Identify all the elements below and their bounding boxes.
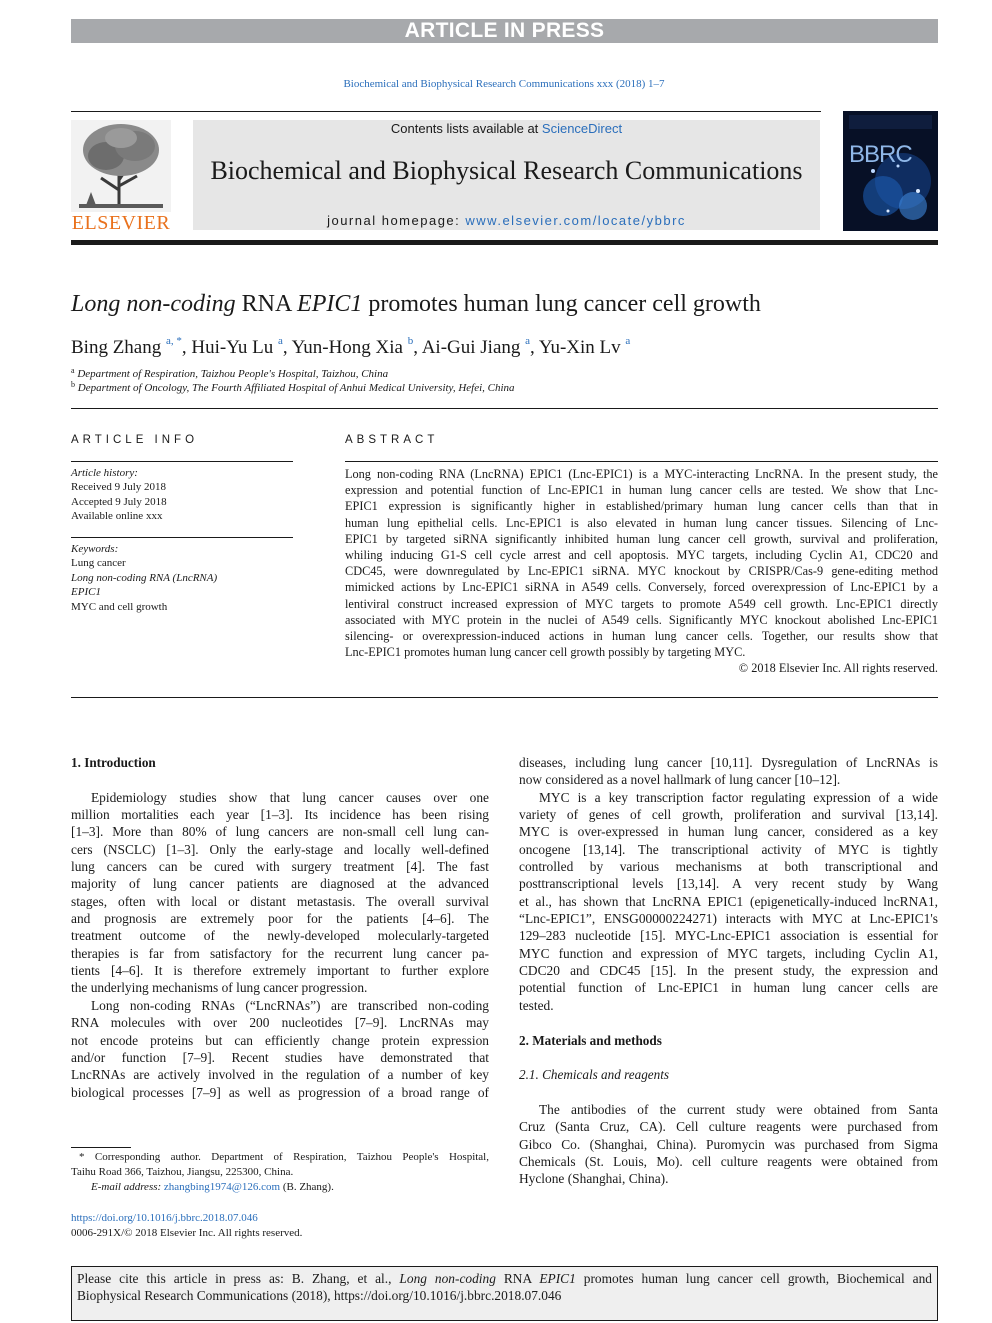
title-italic-1: Long non-coding	[71, 291, 236, 317]
keywords-label: Keywords:	[71, 543, 119, 555]
author-name: , Hui-Yu Lu	[181, 337, 278, 358]
keyword: Long non-coding RNA (LncRNA)	[71, 571, 218, 584]
cite-suffix: promotes human lung cancer cell growth, Biochemical and	[575, 1271, 933, 1286]
body-text-line: The antibodies of the current study were obtained from Santa	[539, 1101, 938, 1117]
email-line	[71, 1180, 489, 1195]
abstract-copyright: © 2018 Elsevier Inc. All rights reserved.	[738, 661, 938, 676]
cite-italic-2: EPIC1	[539, 1271, 576, 1286]
body-text-line: Epidemiology studies show that lung cancer causes over one	[91, 789, 489, 805]
body-text-line: not encode proteins but can efficiently change protein expression	[71, 1032, 489, 1048]
body-text-line: oncogene [13,14]. The transcriptional activity of MYC is tightly	[519, 841, 938, 857]
body-text-line: majority of lung cancer patients are diagnosed at the advanced	[71, 876, 489, 892]
footnote-rule	[71, 1147, 131, 1148]
affiliation-mark: a	[71, 366, 75, 375]
abstract-line: Long non-coding RNA (LncRNA) EPIC1 (Lnc-EPIC1) is a MYC-interacting LncRNA. In the present study, the	[345, 467, 938, 481]
author-affiliation-mark[interactable]: b	[407, 335, 414, 347]
front-matter-end-rule	[71, 697, 938, 698]
body-text-line: MYC is over-expressed in human lung cancer, considered as a key	[519, 824, 938, 840]
author-name: , Yu-Xin Lv	[530, 337, 626, 358]
subsection-heading: 2.1. Chemicals and reagents	[519, 1067, 670, 1083]
body-text-line: tested.	[519, 997, 554, 1013]
body-text-line: stages, often with local or distant metastasis. The overall survival	[71, 893, 489, 909]
author-affiliation-mark[interactable]: a	[625, 335, 631, 347]
header-thick-rule	[71, 240, 938, 245]
journal-header-box	[193, 120, 820, 230]
cite-italic-1: Long non-coding	[399, 1271, 496, 1286]
footnote-line: Taihu Road 366, Taizhou, Jiangsu, 225300, China.	[71, 1166, 294, 1178]
journal-reference-link[interactable]: Biochemical and Biophysical Research Communications xxx (2018) 1–7	[343, 78, 665, 90]
article-info-heading: ARTICLE INFO	[71, 434, 199, 446]
body-text-line: et al., has shown that LncRNA EPIC1 (epigenetically-induced lncRNA1,	[519, 893, 938, 909]
title-part-4: promotes human lung cancer cell growth	[362, 291, 761, 317]
citation-line-1	[77, 1270, 932, 1287]
abstract-line: human lung epithelial cells. Lnc-EPIC1 is also elevated in human lung cancer tissues. Silencing of Lnc-	[345, 515, 938, 530]
article-history	[71, 466, 167, 524]
body-text-line: Cruz (Santa Cruz, CA). Cell culture reagents were purchased from	[519, 1119, 938, 1135]
body-text-line: Long non-coding RNAs (“LncRNAs”) are transcribed non-coding	[91, 997, 489, 1013]
body-text-line: RNA molecules with over 200 nucleotides [7–9]. LncRNAs may	[71, 1015, 489, 1031]
homepage-prefix: journal homepage:	[327, 213, 466, 228]
history-item: Accepted 9 July 2018	[71, 495, 167, 508]
cite-prefix: Please cite this article in press as: B. Zhang, et al.,	[77, 1271, 400, 1286]
title-italic-2: EPIC1	[297, 291, 363, 317]
doi-link[interactable]: https://doi.org/10.1016/j.bbrc.2018.07.046	[71, 1212, 258, 1224]
history-item: Received 9 July 2018	[71, 481, 167, 494]
affiliation-mark: b	[71, 380, 75, 389]
journal-cover-image	[843, 111, 938, 231]
abstract-line: EPIC1 expression is significantly higher in established/primary human lung cancer cells than that in	[345, 499, 938, 514]
affiliation-text: Department of Respiration, Taizhou People's Hospital, Taizhou, China	[74, 368, 389, 380]
body-text-line: potential function of Lnc-EPIC1 in human lung cancer cells are	[519, 980, 938, 996]
abstract-line: silencing- or overexpression-induced actions in human lung cancer cells. Together, our results show that	[345, 628, 938, 643]
section-heading: 1. Introduction	[71, 755, 156, 770]
article-in-press-banner: ARTICLE IN PRESS	[71, 19, 938, 43]
affiliation-text: Department of Oncology, The Fourth Affiliated Hospital of Anhui Medical University, Hefei, China	[75, 382, 515, 394]
body-text-line: million mortalities each year [1–3]. Its incidence has been rising	[71, 807, 489, 823]
body-text-line: and prognosis are extremely poor for the patients [4–6]. The	[71, 911, 489, 927]
keyword: EPIC1	[71, 586, 101, 599]
body-text-line: therapies is far from satisfactory for the recurrent lung cancer pa-	[71, 945, 489, 961]
title-block-rule	[71, 408, 938, 409]
body-text-line: Chemicals (St. Louis, Mo). cell culture reagents were obtained from	[519, 1153, 938, 1169]
email-suffix: (B. Zhang).	[280, 1181, 334, 1193]
body-text-line: variety of genes of cell growth, proliferation and survival [13,14].	[519, 807, 938, 823]
paragraph-gap	[519, 1049, 938, 1066]
contents-line	[193, 121, 820, 136]
homepage-link[interactable]: www.elsevier.com/locate/ybbrc	[465, 213, 686, 228]
abstract-body	[345, 466, 938, 676]
body-text-line: LncRNAs are actively involved in the regulation of a number of key	[71, 1067, 489, 1083]
title-part-2: RNA	[235, 291, 298, 317]
author-affiliation-mark[interactable]: a, *	[166, 335, 182, 347]
body-text-line: controlled by various mechanisms at both transcriptional and	[519, 859, 938, 875]
body-column-right	[519, 754, 938, 1188]
corresponding-author-footnote	[71, 1150, 489, 1195]
body-text-line: tients [4–6]. It is therefore extremely important to further explore	[71, 963, 489, 979]
keywords-block	[71, 542, 217, 614]
abstract-line: expression and potential function of Lnc-EPIC1 in human lung cancer cells are tested. We show that Lnc-	[345, 483, 938, 498]
abstract-rule	[345, 461, 938, 462]
keywords-rule	[71, 537, 293, 538]
issn-copyright: 0006-291X/© 2018 Elsevier Inc. All rights reserved.	[71, 1227, 303, 1239]
author-name: , Yun-Hong Xia	[282, 337, 408, 358]
footnote-line: * Corresponding author. Department of Respiration, Taizhou People's Hospital,	[79, 1151, 489, 1163]
homepage-line	[193, 213, 820, 228]
abstract-line: whiling inducing G1-S cell cycle arrest and cell apoptosis. MYC targets, including Cyclin A1, CDC20 and	[345, 547, 938, 562]
citation-line-2: Biophysical Research Communications (2018), https://doi.org/10.1016/j.bbrc.2018.07.046	[77, 1288, 562, 1303]
author-name: , Ai-Gui Jiang	[413, 337, 526, 358]
elsevier-wordmark: ELSEVIER	[71, 212, 171, 234]
body-text-line: the underlying mechanisms of lung cancer progression.	[71, 980, 368, 996]
body-text-line: posttranscriptional levels [13,14]. A very recent study by Wang	[519, 876, 938, 892]
keyword: MYC and cell growth	[71, 600, 168, 613]
author-list	[71, 335, 630, 359]
paragraph-gap	[519, 1014, 938, 1031]
section-heading: 2. Materials and methods	[519, 1032, 662, 1048]
body-text-line: cers (NSCLC) [1–3]. Only the early-stage and locally well-defined	[71, 841, 489, 857]
author-affiliation-mark[interactable]: a	[277, 335, 283, 347]
abstract-line: mimicked actions by Lnc-EPIC1 siRNA in A549 cells. Conversely, forced overexpression of Lnc-EPIC1 by a	[345, 580, 938, 595]
body-text-line: now considered as a novel hallmark of lung cancer [10–12].	[519, 772, 841, 788]
abstract-line: lentiviral construct increased expression of MYC targets to promote A549 cell growth. Lnc-EPIC1 directly	[345, 596, 938, 611]
author-name: Bing Zhang	[71, 337, 166, 358]
body-text-line: lung cancers can be cured with surgery treatment [4]. The fast	[71, 859, 489, 875]
body-text-line: diseases, including lung cancer [10,11]. Dysregulation of LncRNAs is	[519, 755, 938, 770]
affiliation-b	[71, 380, 515, 394]
body-text-line: Gibco Co. (Shanghai, China). Puromycin was purchased from Sigma	[519, 1136, 938, 1152]
sciencedirect-link[interactable]: ScienceDirect	[541, 121, 623, 136]
header-top-rule	[71, 111, 821, 112]
body-text-line: 129–283 nucleotide [15]. MYC-Lnc-EPIC1 association is essential for	[519, 928, 938, 944]
body-text-line: treatment outcome of the newly-developed molecularly-targeted	[71, 928, 489, 944]
keyword: Lung cancer	[71, 557, 126, 570]
body-column-left	[71, 754, 489, 1101]
contents-prefix: Contents lists available at	[390, 121, 542, 136]
history-item: Available online xxx	[71, 510, 163, 523]
affiliation-a	[71, 366, 388, 380]
abstract-line: CDC45, were downregulated by Lnc-EPIC1 siRNA. MYC knockout by CRISPR/Cas-9 gene-editing method	[345, 564, 938, 579]
email-label: E-mail address:	[91, 1181, 164, 1193]
email-link[interactable]: zhangbing1974@126.com	[163, 1181, 281, 1193]
body-text-line: biological processes [7–9] as well as progression of a broad range of	[71, 1084, 489, 1100]
body-text-line: MYC function and expression of MYC targets, including Cyclin A1,	[519, 945, 938, 961]
article-info-rule	[71, 461, 293, 462]
cover-title: BBRC	[849, 141, 912, 168]
body-text-line: Hyclone (Shanghai, China).	[519, 1171, 669, 1187]
article-title	[71, 291, 761, 318]
citation-box	[71, 1266, 938, 1321]
cite-mid: RNA	[495, 1271, 540, 1286]
abstract-line: EPIC1 by targeted siRNA significantly inhibited human lung cancer cell growth, survival and proliferation,	[345, 531, 938, 546]
abstract-line: Lnc-EPIC1 promotes human lung cancer cell growth possibly by targeting MYC.	[345, 645, 746, 660]
body-text-line: and/or function [7–9]. Recent studies have demonstrated that	[71, 1049, 489, 1065]
body-text-line: MYC is a key transcription factor regulating expression of a wide	[539, 789, 938, 805]
abstract-heading: ABSTRACT	[345, 434, 439, 446]
author-affiliation-mark[interactable]: a	[525, 335, 531, 347]
history-label: Article history:	[71, 467, 138, 479]
body-text-line: [1–3]. More than 80% of lung cancers are non-small cell lung can-	[71, 824, 489, 840]
body-text-line: CDC20 and CDC45 [15]. In the present study, the expression and	[519, 963, 938, 979]
paragraph-gap	[71, 771, 489, 788]
journal-title: Biochemical and Biophysical Research Communications	[210, 156, 803, 185]
body-text-line: “Lnc-EPIC1”, ENSG00000224271) interacts with MYC at Lnc-EPIC1's	[519, 911, 938, 927]
paragraph-gap	[519, 1084, 938, 1101]
abstract-line: associated with MYC protein in the nuclei of A549 cells. Significantly MYC knockout abolished Lnc-EPIC1	[345, 612, 938, 627]
